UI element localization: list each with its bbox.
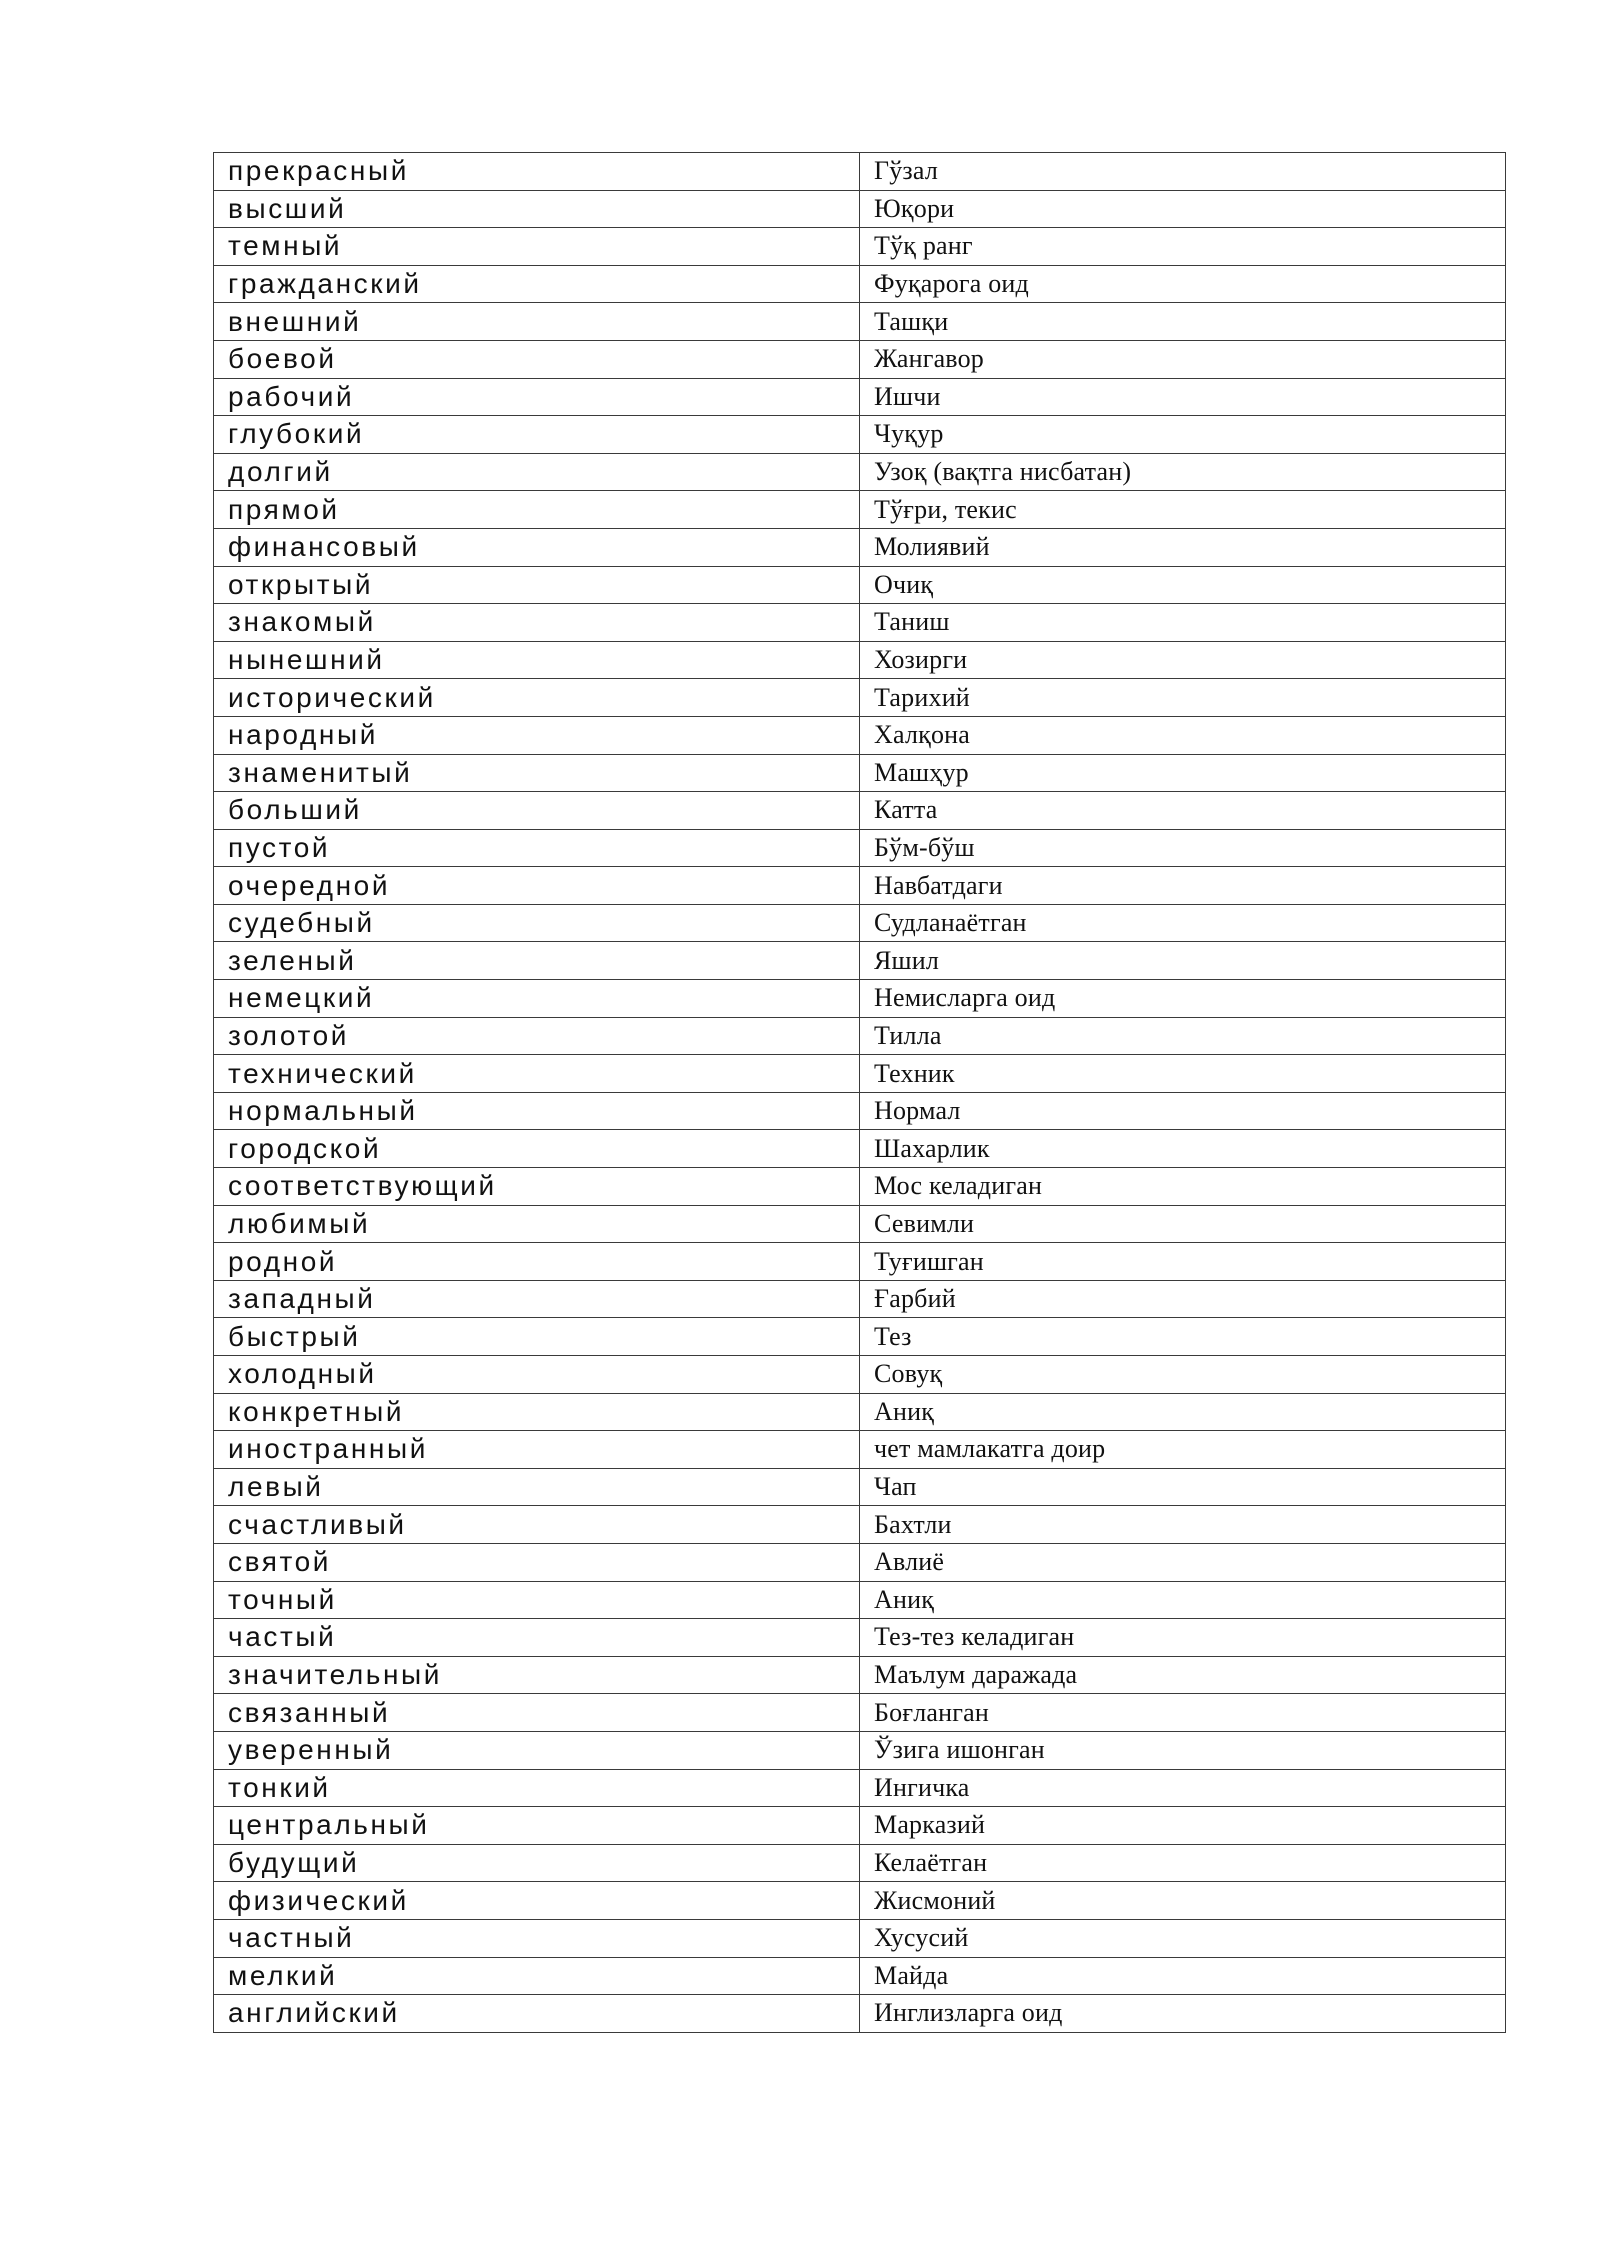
uzbek-translation-cell: Ғарбий	[860, 1280, 1506, 1318]
uzbek-translation-cell: Аниқ	[860, 1393, 1506, 1431]
russian-word-cell: золотой	[214, 1017, 860, 1055]
table-row	[214, 228, 1506, 266]
russian-word-cell: высший	[214, 190, 860, 228]
uzbek-translation-cell: Катта	[860, 792, 1506, 830]
uzbek-translation-cell: Таниш	[860, 604, 1506, 642]
table-row	[214, 1619, 1506, 1657]
russian-word-cell: центральный	[214, 1807, 860, 1845]
table-row	[214, 679, 1506, 717]
russian-word-cell: западный	[214, 1280, 860, 1318]
uzbek-translation-cell: Чуқур	[860, 416, 1506, 454]
uzbek-translation-cell: Аниқ	[860, 1581, 1506, 1619]
uzbek-translation-cell: Юқори	[860, 190, 1506, 228]
table-row	[214, 716, 1506, 754]
russian-word-cell: нынешний	[214, 641, 860, 679]
russian-word-cell: больший	[214, 792, 860, 830]
uzbek-translation-cell: Келаётган	[860, 1844, 1506, 1882]
table-row	[214, 1844, 1506, 1882]
uzbek-translation-cell: Техник	[860, 1055, 1506, 1093]
table-row	[214, 1205, 1506, 1243]
russian-word-cell: боевой	[214, 340, 860, 378]
table-row	[214, 190, 1506, 228]
russian-word-cell: технический	[214, 1055, 860, 1093]
russian-word-cell: английский	[214, 1995, 860, 2033]
table-row	[214, 528, 1506, 566]
uzbek-translation-cell: Майда	[860, 1957, 1506, 1995]
russian-word-cell: глубокий	[214, 416, 860, 454]
russian-word-cell: быстрый	[214, 1318, 860, 1356]
table-row	[214, 754, 1506, 792]
uzbek-translation-cell: Машҳур	[860, 754, 1506, 792]
table-row	[214, 1694, 1506, 1732]
uzbek-translation-cell: Маълум даражада	[860, 1656, 1506, 1694]
uzbek-translation-cell: Хусусий	[860, 1919, 1506, 1957]
uzbek-translation-cell: Тўғри, текис	[860, 491, 1506, 529]
russian-word-cell: очередной	[214, 867, 860, 905]
russian-word-cell: значительный	[214, 1656, 860, 1694]
russian-word-cell: рабочий	[214, 378, 860, 416]
uzbek-translation-cell: Бахтли	[860, 1506, 1506, 1544]
russian-word-cell: знаменитый	[214, 754, 860, 792]
uzbek-translation-cell: Инглизларга оид	[860, 1995, 1506, 2033]
russian-word-cell: конкретный	[214, 1393, 860, 1431]
russian-word-cell: любимый	[214, 1205, 860, 1243]
russian-word-cell: иностранный	[214, 1431, 860, 1469]
uzbek-translation-cell: Узоқ (вақтга нисбатан)	[860, 453, 1506, 491]
table-row	[214, 1919, 1506, 1957]
uzbek-translation-cell: Боғланган	[860, 1694, 1506, 1732]
table-row	[214, 340, 1506, 378]
uzbek-translation-cell: Тилла	[860, 1017, 1506, 1055]
russian-word-cell: частный	[214, 1919, 860, 1957]
table-row	[214, 1280, 1506, 1318]
russian-word-cell: холодный	[214, 1356, 860, 1394]
russian-word-cell: родной	[214, 1243, 860, 1281]
table-row	[214, 453, 1506, 491]
vocabulary-table-body	[214, 153, 1506, 2033]
table-row	[214, 1581, 1506, 1619]
uzbek-translation-cell: Фуқарога оид	[860, 265, 1506, 303]
russian-word-cell: знакомый	[214, 604, 860, 642]
uzbek-translation-cell: Молиявий	[860, 528, 1506, 566]
russian-word-cell: будущий	[214, 1844, 860, 1882]
russian-word-cell: мелкий	[214, 1957, 860, 1995]
table-row	[214, 566, 1506, 604]
uzbek-translation-cell: Судланаётган	[860, 904, 1506, 942]
table-row	[214, 1882, 1506, 1920]
uzbek-translation-cell: Мос келадиган	[860, 1168, 1506, 1206]
table-row	[214, 1731, 1506, 1769]
uzbek-translation-cell: Совуқ	[860, 1356, 1506, 1394]
russian-word-cell: левый	[214, 1468, 860, 1506]
russian-word-cell: зеленый	[214, 942, 860, 980]
russian-word-cell: судебный	[214, 904, 860, 942]
uzbek-translation-cell: Марказий	[860, 1807, 1506, 1845]
table-row	[214, 1243, 1506, 1281]
table-row	[214, 1168, 1506, 1206]
uzbek-translation-cell: Ташқи	[860, 303, 1506, 341]
russian-word-cell: немецкий	[214, 980, 860, 1018]
russian-word-cell: связанный	[214, 1694, 860, 1732]
table-row	[214, 1807, 1506, 1845]
uzbek-translation-cell: Нормал	[860, 1092, 1506, 1130]
uzbek-translation-cell: Туғишган	[860, 1243, 1506, 1281]
table-row	[214, 378, 1506, 416]
uzbek-translation-cell: Тез-тез келадиган	[860, 1619, 1506, 1657]
russian-word-cell: городской	[214, 1130, 860, 1168]
uzbek-translation-cell: Хозирги	[860, 641, 1506, 679]
table-row	[214, 1543, 1506, 1581]
table-row	[214, 1506, 1506, 1544]
uzbek-translation-cell: чет мамлакатга доир	[860, 1431, 1506, 1469]
table-row	[214, 792, 1506, 830]
table-row	[214, 1393, 1506, 1431]
table-row	[214, 867, 1506, 905]
table-row	[214, 1130, 1506, 1168]
table-row	[214, 904, 1506, 942]
table-row	[214, 1957, 1506, 1995]
table-row	[214, 1769, 1506, 1807]
uzbek-translation-cell: Шахарлик	[860, 1130, 1506, 1168]
russian-word-cell: прямой	[214, 491, 860, 529]
table-row	[214, 942, 1506, 980]
table-row	[214, 1431, 1506, 1469]
uzbek-translation-cell: Халқона	[860, 716, 1506, 754]
russian-word-cell: физический	[214, 1882, 860, 1920]
russian-word-cell: внешний	[214, 303, 860, 341]
table-row	[214, 980, 1506, 1018]
uzbek-translation-cell: Гўзал	[860, 153, 1506, 191]
table-row	[214, 416, 1506, 454]
uzbek-translation-cell: Жангавор	[860, 340, 1506, 378]
table-row	[214, 491, 1506, 529]
vocabulary-table	[213, 152, 1506, 2033]
table-row	[214, 1092, 1506, 1130]
russian-word-cell: святой	[214, 1543, 860, 1581]
russian-word-cell: нормальный	[214, 1092, 860, 1130]
uzbek-translation-cell: Тарихий	[860, 679, 1506, 717]
table-row	[214, 1318, 1506, 1356]
russian-word-cell: соответствующий	[214, 1168, 860, 1206]
russian-word-cell: открытый	[214, 566, 860, 604]
table-row	[214, 604, 1506, 642]
table-row	[214, 829, 1506, 867]
russian-word-cell: долгий	[214, 453, 860, 491]
uzbek-translation-cell: Севимли	[860, 1205, 1506, 1243]
uzbek-translation-cell: Яшил	[860, 942, 1506, 980]
russian-word-cell: пустой	[214, 829, 860, 867]
russian-word-cell: прекрасный	[214, 153, 860, 191]
uzbek-translation-cell: Очиқ	[860, 566, 1506, 604]
table-row	[214, 153, 1506, 191]
russian-word-cell: уверенный	[214, 1731, 860, 1769]
table-row	[214, 265, 1506, 303]
table-row	[214, 1055, 1506, 1093]
uzbek-translation-cell: Ишчи	[860, 378, 1506, 416]
uzbek-translation-cell: Немисларга оид	[860, 980, 1506, 1018]
table-row	[214, 1656, 1506, 1694]
russian-word-cell: точный	[214, 1581, 860, 1619]
russian-word-cell: гражданский	[214, 265, 860, 303]
table-row	[214, 1017, 1506, 1055]
uzbek-translation-cell: Авлиё	[860, 1543, 1506, 1581]
russian-word-cell: темный	[214, 228, 860, 266]
table-row	[214, 641, 1506, 679]
uzbek-translation-cell: Навбатдаги	[860, 867, 1506, 905]
uzbek-translation-cell: Бўм-бўш	[860, 829, 1506, 867]
uzbek-translation-cell: Чап	[860, 1468, 1506, 1506]
russian-word-cell: исторический	[214, 679, 860, 717]
uzbek-translation-cell: Тўқ ранг	[860, 228, 1506, 266]
table-row	[214, 1995, 1506, 2033]
uzbek-translation-cell: Тез	[860, 1318, 1506, 1356]
russian-word-cell: тонкий	[214, 1769, 860, 1807]
russian-word-cell: народный	[214, 716, 860, 754]
table-row	[214, 1356, 1506, 1394]
uzbek-translation-cell: Ингичка	[860, 1769, 1506, 1807]
table-row	[214, 303, 1506, 341]
uzbek-translation-cell: Жисмоний	[860, 1882, 1506, 1920]
russian-word-cell: счастливый	[214, 1506, 860, 1544]
russian-word-cell: частый	[214, 1619, 860, 1657]
russian-word-cell: финансовый	[214, 528, 860, 566]
table-row	[214, 1468, 1506, 1506]
uzbek-translation-cell: Ўзига ишонган	[860, 1731, 1506, 1769]
